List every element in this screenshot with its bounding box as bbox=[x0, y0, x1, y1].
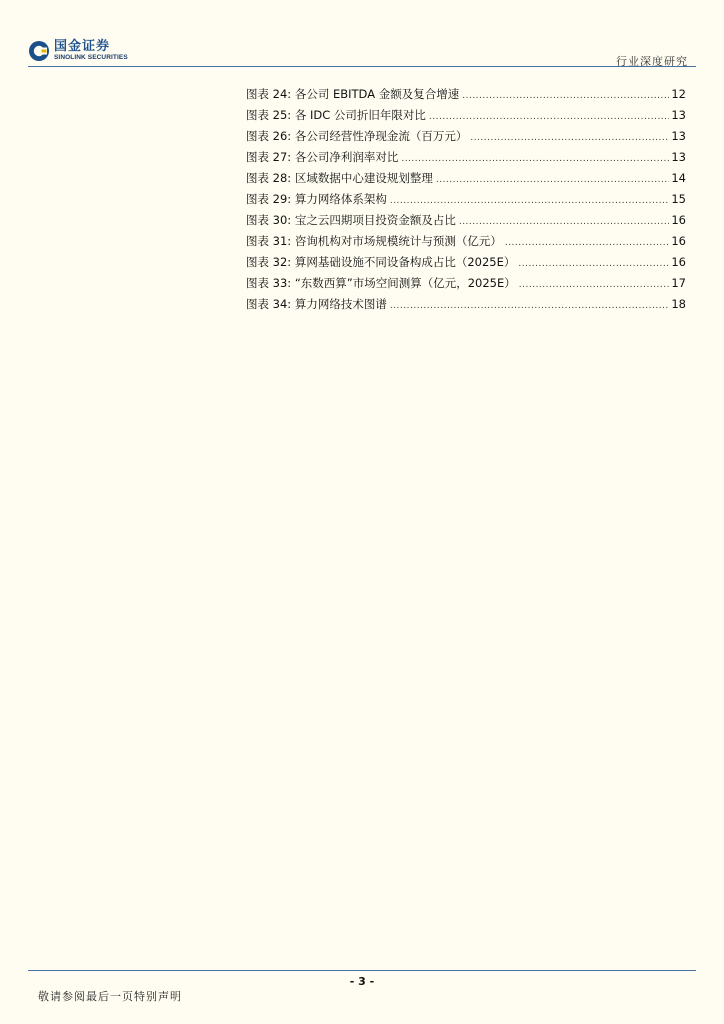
toc-entry-label: 图表 33: “东数西算”市场空间测算（亿元，2025E） bbox=[246, 276, 516, 290]
toc-leader-dots bbox=[505, 238, 670, 248]
figure-index bbox=[246, 86, 686, 317]
toc-leader-dots bbox=[429, 112, 669, 122]
toc-entry-page: 13 bbox=[671, 150, 686, 164]
toc-leader-dots bbox=[436, 175, 670, 185]
toc-entry-label: 图表 31: 咨询机构对市场规模统计与预测（亿元） bbox=[246, 234, 502, 248]
toc-entry-label: 图表 29: 算力网络体系架构 bbox=[246, 192, 387, 206]
toc-entry-page: 14 bbox=[671, 171, 686, 185]
toc-leader-dots bbox=[470, 133, 669, 143]
logo-english-name: SINOLINK SECURITIES bbox=[54, 54, 128, 61]
toc-entry[interactable] bbox=[246, 296, 686, 317]
toc-entry[interactable] bbox=[246, 191, 686, 212]
page-header bbox=[28, 38, 696, 68]
toc-entry-page: 12 bbox=[671, 87, 686, 101]
toc-entry[interactable] bbox=[246, 275, 686, 296]
toc-entry-page: 18 bbox=[671, 297, 686, 311]
toc-leader-dots bbox=[518, 259, 669, 269]
toc-entry-page: 13 bbox=[671, 129, 686, 143]
toc-entry[interactable] bbox=[246, 128, 686, 149]
toc-entry-page: 16 bbox=[671, 213, 686, 227]
toc-entry-page: 15 bbox=[671, 192, 686, 206]
toc-entry[interactable] bbox=[246, 170, 686, 191]
toc-entry-page: 16 bbox=[671, 234, 686, 248]
toc-leader-dots bbox=[390, 196, 670, 206]
toc-entry[interactable] bbox=[246, 86, 686, 107]
toc-entry-page: 16 bbox=[671, 255, 686, 269]
toc-entry-page: 17 bbox=[671, 276, 686, 290]
company-logo bbox=[28, 40, 128, 62]
toc-leader-dots bbox=[519, 280, 670, 290]
toc-leader-dots bbox=[462, 91, 669, 101]
toc-entry-label: 图表 24: 各公司 EBITDA 金额及复合增速 bbox=[246, 87, 460, 101]
page-number: - 3 - bbox=[349, 975, 375, 988]
disclaimer-note: 敬请参阅最后一页特别声明 bbox=[38, 990, 182, 1003]
toc-leader-dots bbox=[459, 217, 670, 227]
toc-entry[interactable] bbox=[246, 254, 686, 275]
toc-leader-dots bbox=[401, 154, 669, 164]
toc-leader-dots bbox=[390, 301, 670, 311]
footer-divider bbox=[28, 970, 696, 971]
toc-entry-label: 图表 26: 各公司经营性净现金流（百万元） bbox=[246, 129, 468, 143]
toc-entry[interactable] bbox=[246, 233, 686, 254]
toc-entry-label: 图表 28: 区域数据中心建设规划整理 bbox=[246, 171, 433, 185]
toc-entry-page: 13 bbox=[671, 108, 686, 122]
toc-entry-label: 图表 27: 各公司净利润率对比 bbox=[246, 150, 399, 164]
report-type: 行业深度研究 bbox=[616, 55, 688, 68]
logo-chinese-name: 国金证券 bbox=[54, 39, 111, 54]
header-divider bbox=[28, 66, 696, 67]
toc-entry-label: 图表 25: 各 IDC 公司折旧年限对比 bbox=[246, 108, 426, 122]
toc-entry[interactable] bbox=[246, 107, 686, 128]
sinolink-logo-icon bbox=[28, 40, 50, 62]
toc-entry-label: 图表 32: 算网基础设施不同设备构成占比（2025E） bbox=[246, 255, 516, 269]
toc-entry[interactable] bbox=[246, 212, 686, 233]
toc-entry[interactable] bbox=[246, 149, 686, 170]
toc-entry-label: 图表 34: 算力网络技术图谱 bbox=[246, 297, 387, 311]
toc-entry-label: 图表 30: 宝之云四期项目投资金额及占比 bbox=[246, 213, 456, 227]
